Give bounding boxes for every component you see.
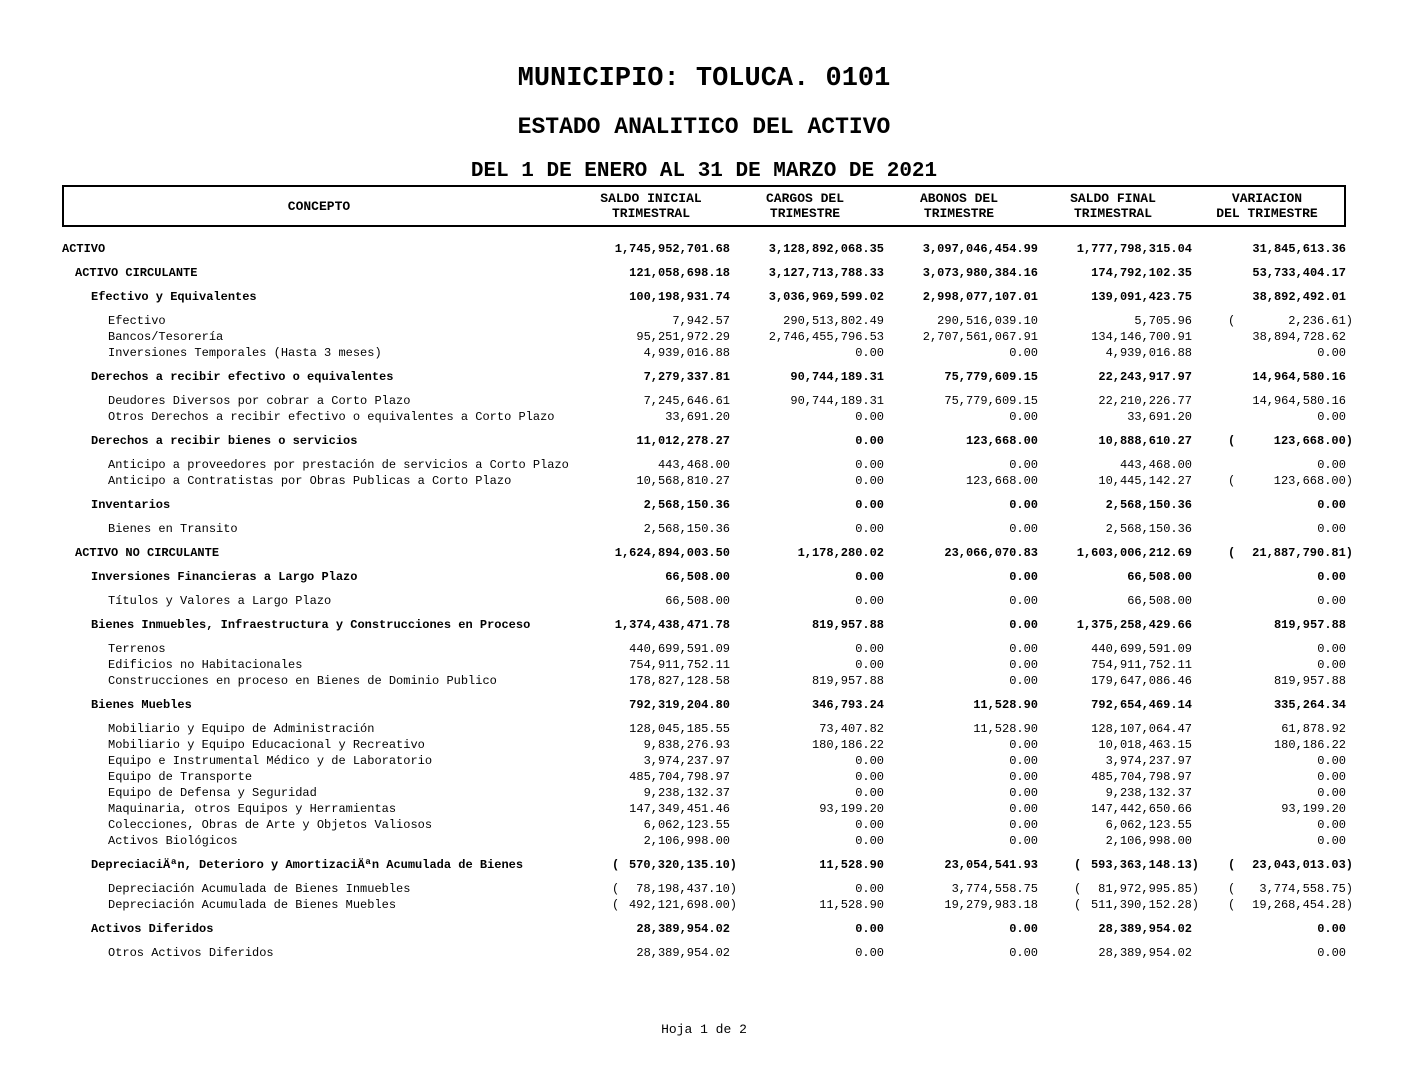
- row-value: 28,389,954.02: [636, 922, 730, 936]
- row-value: 0.00: [855, 594, 884, 608]
- row-value: 28,389,954.02: [1098, 922, 1192, 936]
- row-value: 2,568,150.36: [1105, 522, 1192, 536]
- row-value: 14,964,580.16: [1252, 394, 1346, 408]
- row-value: ( 123,668.00): [1228, 474, 1353, 488]
- row-value: 5,705.96: [1134, 314, 1192, 328]
- row-value: 0.00: [1009, 346, 1038, 360]
- row-value: 38,894,728.62: [1252, 330, 1346, 344]
- row-concept: Depreciación Acumulada de Bienes Muebles: [108, 898, 397, 912]
- row-value: 23,054,541.93: [944, 858, 1038, 872]
- row-value: 1,624,894,003.50: [614, 546, 730, 560]
- header-line: ABONOS DEL: [919, 191, 998, 206]
- header-line: TRIMESTRE: [923, 206, 995, 221]
- row-value: 61,878.92: [1281, 722, 1346, 736]
- row-value: 11,528.90: [819, 898, 884, 912]
- row-value: 134,146,700.91: [1091, 330, 1192, 344]
- row-value: 10,888,610.27: [1098, 434, 1192, 448]
- row-value: 485,704,798.97: [629, 770, 730, 784]
- row-value: 0.00: [1317, 570, 1346, 584]
- row-value: 0.00: [1317, 522, 1346, 536]
- row-concept: Bienes en Transito: [108, 522, 238, 536]
- row-value: 128,107,064.47: [1091, 722, 1192, 736]
- row-concept: ACTIVO CIRCULANTE: [75, 266, 198, 280]
- row-value: 0.00: [1009, 834, 1038, 848]
- row-value: 0.00: [1317, 642, 1346, 656]
- row-value: 75,779,609.15: [944, 394, 1038, 408]
- row-value: 2,568,150.36: [643, 522, 730, 536]
- row-concept: Derechos a recibir efectivo o equivalentes: [91, 370, 394, 384]
- row-value: 0.00: [1009, 770, 1038, 784]
- row-concept: Bienes Muebles: [91, 698, 192, 712]
- row-concept: Otros Derechos a recibir efectivo o equivalentes a Corto Plazo: [108, 410, 555, 424]
- row-value: 0.00: [855, 522, 884, 536]
- table-row: [62, 345, 1346, 361]
- row-concept: DepreciaciÄªn, Deterioro y AmortizaciÄªn Acumulada de Bienes: [91, 858, 524, 872]
- row-concept: Bienes Inmuebles, Infraestructura y Construcciones en Proceso: [91, 618, 531, 632]
- row-value: 0.00: [1009, 818, 1038, 832]
- report-period: DEL 1 DE ENERO AL 31 DE MARZO DE 2021: [470, 160, 938, 183]
- header-saldo-final: [1036, 187, 1190, 225]
- row-value: 0.00: [1009, 754, 1038, 768]
- row-value: 792,319,204.80: [629, 698, 730, 712]
- row-value: 485,704,798.97: [1091, 770, 1192, 784]
- header-variacion: [1190, 187, 1344, 225]
- row-value: 0.00: [855, 658, 884, 672]
- row-value: 90,744,189.31: [790, 394, 884, 408]
- row-value: 0.00: [1009, 570, 1038, 584]
- row-value: 0.00: [1317, 658, 1346, 672]
- table-rows: [62, 233, 1353, 961]
- row-concept: Bancos/Tesorería: [108, 330, 224, 344]
- row-concept: Construcciones en proceso en Bienes de Dominio Publico: [108, 674, 497, 688]
- row-value: 819,957.88: [811, 674, 884, 688]
- row-value: 3,128,892,068.35: [768, 242, 884, 256]
- row-value: 1,374,438,471.78: [614, 618, 730, 632]
- table-row: [62, 737, 1346, 753]
- row-value: 2,998,077,107.01: [922, 290, 1038, 304]
- row-value: 0.00: [1009, 498, 1038, 512]
- table-row: [62, 545, 1353, 561]
- row-value: 100,198,931.74: [629, 290, 730, 304]
- row-value: 0.00: [855, 946, 884, 960]
- table-row: [62, 289, 1346, 305]
- row-value: 23,066,070.83: [944, 546, 1038, 560]
- row-concept: Derechos a recibir bienes o servicios: [91, 434, 358, 448]
- row-value: ( 2,236.61): [1228, 314, 1353, 328]
- row-value: 754,911,752.11: [1091, 658, 1192, 672]
- row-value: 0.00: [855, 786, 884, 800]
- row-concept: Activos Diferidos: [91, 922, 214, 936]
- row-value: 754,911,752.11: [629, 658, 730, 672]
- row-value: 6,062,123.55: [1105, 818, 1192, 832]
- row-value: 0.00: [855, 458, 884, 472]
- row-concept: Efectivo: [108, 314, 166, 328]
- row-concept: Inventarios: [91, 498, 171, 512]
- header-line: SALDO INICIAL: [600, 191, 702, 206]
- row-value: 147,442,650.66: [1091, 802, 1192, 816]
- table-row: [62, 641, 1346, 657]
- row-value: ( 570,320,135.10): [612, 858, 737, 872]
- row-value: 0.00: [855, 882, 884, 896]
- row-value: 11,012,278.27: [636, 434, 730, 448]
- row-value: 28,389,954.02: [1098, 946, 1192, 960]
- table-row: [62, 817, 1346, 833]
- row-concept: Equipo e Instrumental Médico y de Laboratorio: [108, 754, 433, 768]
- row-value: 2,746,455,796.53: [768, 330, 884, 344]
- row-concept: Efectivo y Equivalentes: [91, 290, 257, 304]
- row-value: 3,036,969,599.02: [768, 290, 884, 304]
- header-line: TRIMESTRE: [769, 206, 841, 221]
- table-row: [62, 473, 1353, 489]
- row-value: 0.00: [1317, 922, 1346, 936]
- header-saldo-inicial: [574, 187, 728, 225]
- row-value: 0.00: [1317, 818, 1346, 832]
- row-value: 75,779,609.15: [944, 370, 1038, 384]
- row-value: 0.00: [1317, 834, 1346, 848]
- table-row: [62, 241, 1346, 257]
- row-value: 73,407.82: [819, 722, 884, 736]
- row-value: 66,508.00: [665, 570, 730, 584]
- table-row: [62, 769, 1346, 785]
- row-concept: Mobiliario y Equipo de Administración: [108, 722, 375, 736]
- table-row: [62, 457, 1346, 473]
- row-value: 0.00: [1009, 594, 1038, 608]
- row-value: 0.00: [855, 770, 884, 784]
- row-value: 819,957.88: [1273, 674, 1346, 688]
- table-row: [62, 673, 1346, 689]
- row-value: 0.00: [1317, 946, 1346, 960]
- row-value: 33,691.20: [1127, 410, 1192, 424]
- table-row: [62, 897, 1353, 913]
- row-value: 290,513,802.49: [783, 314, 884, 328]
- row-value: 0.00: [1009, 658, 1038, 672]
- row-value: 440,699,591.09: [1091, 642, 1192, 656]
- row-value: 0.00: [1009, 522, 1038, 536]
- table-row: [62, 593, 1346, 609]
- row-value: 180,186.22: [811, 738, 884, 752]
- row-value: 819,957.88: [1273, 618, 1346, 632]
- row-value: 123,668.00: [965, 434, 1038, 448]
- row-value: 0.00: [855, 346, 884, 360]
- header-line: VARIACION: [1231, 191, 1303, 206]
- row-value: 10,568,810.27: [636, 474, 730, 488]
- row-value: ( 21,887,790.81): [1228, 546, 1353, 560]
- row-concept: ACTIVO: [62, 242, 106, 256]
- row-value: 6,062,123.55: [643, 818, 730, 832]
- row-value: 3,073,980,384.16: [922, 266, 1038, 280]
- table-row: [62, 521, 1346, 537]
- row-value: 139,091,423.75: [1091, 290, 1192, 304]
- row-value: 0.00: [1009, 642, 1038, 656]
- row-value: 11,528.90: [819, 858, 884, 872]
- row-concept: Anticipo a Contratistas por Obras Publicas a Corto Plazo: [108, 474, 512, 488]
- row-value: 3,974,237.97: [643, 754, 730, 768]
- row-value: 443,468.00: [1119, 458, 1192, 472]
- row-value: 66,508.00: [1127, 594, 1192, 608]
- header-line: CARGOS DEL: [765, 191, 844, 206]
- table-row: [62, 497, 1346, 513]
- row-value: 14,964,580.16: [1252, 370, 1346, 384]
- header-concept: CONCEPTO: [287, 198, 351, 214]
- table-row: [62, 721, 1346, 737]
- row-value: 2,707,561,067.91: [922, 330, 1038, 344]
- row-value: 33,691.20: [665, 410, 730, 424]
- row-value: 4,939,016.88: [1105, 346, 1192, 360]
- row-value: 0.00: [1009, 738, 1038, 752]
- row-value: 1,745,952,701.68: [614, 242, 730, 256]
- row-value: 0.00: [1009, 946, 1038, 960]
- row-value: ( 511,390,152.28): [1074, 898, 1199, 912]
- row-concept: Colecciones, Obras de Arte y Objetos Valiosos: [108, 818, 433, 832]
- row-value: 9,838,276.93: [643, 738, 730, 752]
- row-value: 440,699,591.09: [629, 642, 730, 656]
- row-value: 0.00: [1009, 922, 1038, 936]
- row-value: ( 81,972,995.85): [1074, 882, 1199, 896]
- table-row: [62, 881, 1353, 897]
- row-value: 792,654,469.14: [1091, 698, 1192, 712]
- row-value: 22,243,917.97: [1098, 370, 1192, 384]
- row-value: 179,647,086.46: [1091, 674, 1192, 688]
- table-row: [62, 857, 1353, 873]
- row-value: 2,568,150.36: [643, 498, 730, 512]
- row-value: 443,468.00: [657, 458, 730, 472]
- row-value: 9,238,132.37: [1105, 786, 1192, 800]
- table-row: [62, 433, 1353, 449]
- row-value: 178,827,128.58: [629, 674, 730, 688]
- table-row: [62, 921, 1346, 937]
- row-concept: Inversiones Financieras a Largo Plazo: [91, 570, 358, 584]
- row-concept: Mobiliario y Equipo Educacional y Recreativo: [108, 738, 425, 752]
- row-value: 7,245,646.61: [643, 394, 730, 408]
- row-concept: Terrenos: [108, 642, 166, 656]
- row-value: 180,186.22: [1273, 738, 1346, 752]
- row-value: 0.00: [1009, 802, 1038, 816]
- row-value: 2,106,998.00: [643, 834, 730, 848]
- table-row: [62, 617, 1346, 633]
- header-line: TRIMESTRAL: [611, 206, 690, 221]
- row-value: 66,508.00: [665, 594, 730, 608]
- row-concept: Inversiones Temporales (Hasta 3 meses): [108, 346, 382, 360]
- row-value: 0.00: [1317, 410, 1346, 424]
- row-value: 1,603,006,212.69: [1076, 546, 1192, 560]
- row-value: 147,349,451.46: [629, 802, 730, 816]
- table-row: [62, 697, 1346, 713]
- table-row: [62, 313, 1353, 329]
- row-value: ( 123,668.00): [1228, 434, 1353, 448]
- row-value: 0.00: [1317, 458, 1346, 472]
- table-row: [62, 265, 1346, 281]
- row-value: 0.00: [1317, 594, 1346, 608]
- row-value: 3,774,558.75: [951, 882, 1038, 896]
- row-concept: ACTIVO NO CIRCULANTE: [75, 546, 220, 560]
- row-concept: Activos Biológicos: [108, 834, 238, 848]
- row-value: 0.00: [1317, 770, 1346, 784]
- table-row: [62, 369, 1346, 385]
- row-concept: Depreciación Acumulada de Bienes Inmuebles: [108, 882, 411, 896]
- row-value: 346,793.24: [811, 698, 884, 712]
- row-value: 93,199.20: [1281, 802, 1346, 816]
- row-concept: Anticipo a proveedores por prestación de servicios a Corto Plazo: [108, 458, 569, 472]
- row-value: 22,210,226.77: [1098, 394, 1192, 408]
- row-concept: Equipo de Transporte: [108, 770, 253, 784]
- table-row: [62, 569, 1346, 585]
- row-value: 1,375,258,429.66: [1076, 618, 1192, 632]
- table-header: [62, 185, 1346, 227]
- row-value: 0.00: [855, 818, 884, 832]
- row-value: 0.00: [1009, 786, 1038, 800]
- row-value: 3,974,237.97: [1105, 754, 1192, 768]
- table-row: [62, 409, 1346, 425]
- row-value: 11,528.90: [973, 722, 1038, 736]
- row-value: 0.00: [1009, 618, 1038, 632]
- row-value: 7,279,337.81: [643, 370, 730, 384]
- row-value: 0.00: [855, 754, 884, 768]
- row-value: 38,892,492.01: [1252, 290, 1346, 304]
- row-concept: Títulos y Valores a Largo Plazo: [108, 594, 332, 608]
- table-row: [62, 393, 1346, 409]
- row-value: 53,733,404.17: [1252, 266, 1346, 280]
- row-value: 128,045,185.55: [629, 722, 730, 736]
- row-value: 123,668.00: [965, 474, 1038, 488]
- page-number: Hoja 1 de 2: [661, 1022, 747, 1037]
- row-concept: Edificios no Habitacionales: [108, 658, 303, 672]
- header-line: SALDO FINAL: [1070, 191, 1156, 206]
- row-value: ( 23,043,013.03): [1228, 858, 1353, 872]
- row-concept: Equipo de Defensa y Seguridad: [108, 786, 317, 800]
- header-line: TRIMESTRAL: [1073, 206, 1152, 221]
- row-value: 66,508.00: [1127, 570, 1192, 584]
- row-value: 90,744,189.31: [790, 370, 884, 384]
- row-value: 1,777,798,315.04: [1076, 242, 1192, 256]
- header-cargos: [728, 187, 882, 225]
- row-value: 0.00: [1317, 754, 1346, 768]
- row-value: 0.00: [1009, 410, 1038, 424]
- table-row: [62, 329, 1346, 345]
- row-value: 93,199.20: [819, 802, 884, 816]
- row-value: 0.00: [855, 570, 884, 584]
- row-value: 3,127,713,788.33: [768, 266, 884, 280]
- row-value: ( 492,121,698.00): [612, 898, 737, 912]
- row-value: 0.00: [855, 474, 884, 488]
- row-value: 0.00: [1009, 458, 1038, 472]
- row-concept: Deudores Diversos por cobrar a Corto Plazo: [108, 394, 411, 408]
- row-value: 0.00: [1009, 674, 1038, 688]
- row-value: 95,251,972.29: [636, 330, 730, 344]
- row-value: 10,018,463.15: [1098, 738, 1192, 752]
- table-row: [62, 945, 1346, 961]
- table-row: [62, 801, 1346, 817]
- row-value: 0.00: [855, 922, 884, 936]
- row-value: 121,058,698.18: [629, 266, 730, 280]
- row-value: ( 19,268,454.28): [1228, 898, 1353, 912]
- table-row: [62, 785, 1346, 801]
- row-value: 4,939,016.88: [643, 346, 730, 360]
- row-value: 1,178,280.02: [797, 546, 884, 560]
- row-value: 19,279,983.18: [944, 898, 1038, 912]
- header-line: DEL TRIMESTRE: [1216, 206, 1318, 221]
- row-value: 7,942.57: [672, 314, 730, 328]
- page-title: MUNICIPIO: TOLUCA. 0101: [517, 64, 891, 94]
- table-row: [62, 833, 1346, 849]
- row-value: 28,389,954.02: [636, 946, 730, 960]
- row-value: 0.00: [855, 834, 884, 848]
- row-value: 174,792,102.35: [1091, 266, 1192, 280]
- header-abonos: [882, 187, 1036, 225]
- row-value: 2,568,150.36: [1105, 498, 1192, 512]
- row-value: 0.00: [1317, 498, 1346, 512]
- row-value: 2,106,998.00: [1105, 834, 1192, 848]
- row-value: 11,528.90: [973, 698, 1038, 712]
- row-concept: Otros Activos Diferidos: [108, 946, 274, 960]
- row-value: 9,238,132.37: [643, 786, 730, 800]
- row-value: 0.00: [855, 498, 884, 512]
- row-value: 0.00: [855, 434, 884, 448]
- report-title: ESTADO ANALITICO DEL ACTIVO: [517, 114, 891, 140]
- row-concept: Maquinaria, otros Equipos y Herramientas: [108, 802, 397, 816]
- row-value: ( 3,774,558.75): [1228, 882, 1353, 896]
- row-value: 0.00: [1317, 786, 1346, 800]
- row-value: 10,445,142.27: [1098, 474, 1192, 488]
- row-value: ( 593,363,148.13): [1074, 858, 1199, 872]
- table-row: [62, 657, 1346, 673]
- row-value: ( 78,198,437.10): [612, 882, 737, 896]
- row-value: 819,957.88: [811, 618, 884, 632]
- row-value: 0.00: [855, 410, 884, 424]
- row-value: 290,516,039.10: [937, 314, 1038, 328]
- row-value: 0.00: [1317, 346, 1346, 360]
- row-value: 3,097,046,454.99: [922, 242, 1038, 256]
- row-value: 31,845,613.36: [1252, 242, 1346, 256]
- table-row: [62, 753, 1346, 769]
- row-value: 335,264.34: [1273, 698, 1346, 712]
- row-value: 0.00: [855, 642, 884, 656]
